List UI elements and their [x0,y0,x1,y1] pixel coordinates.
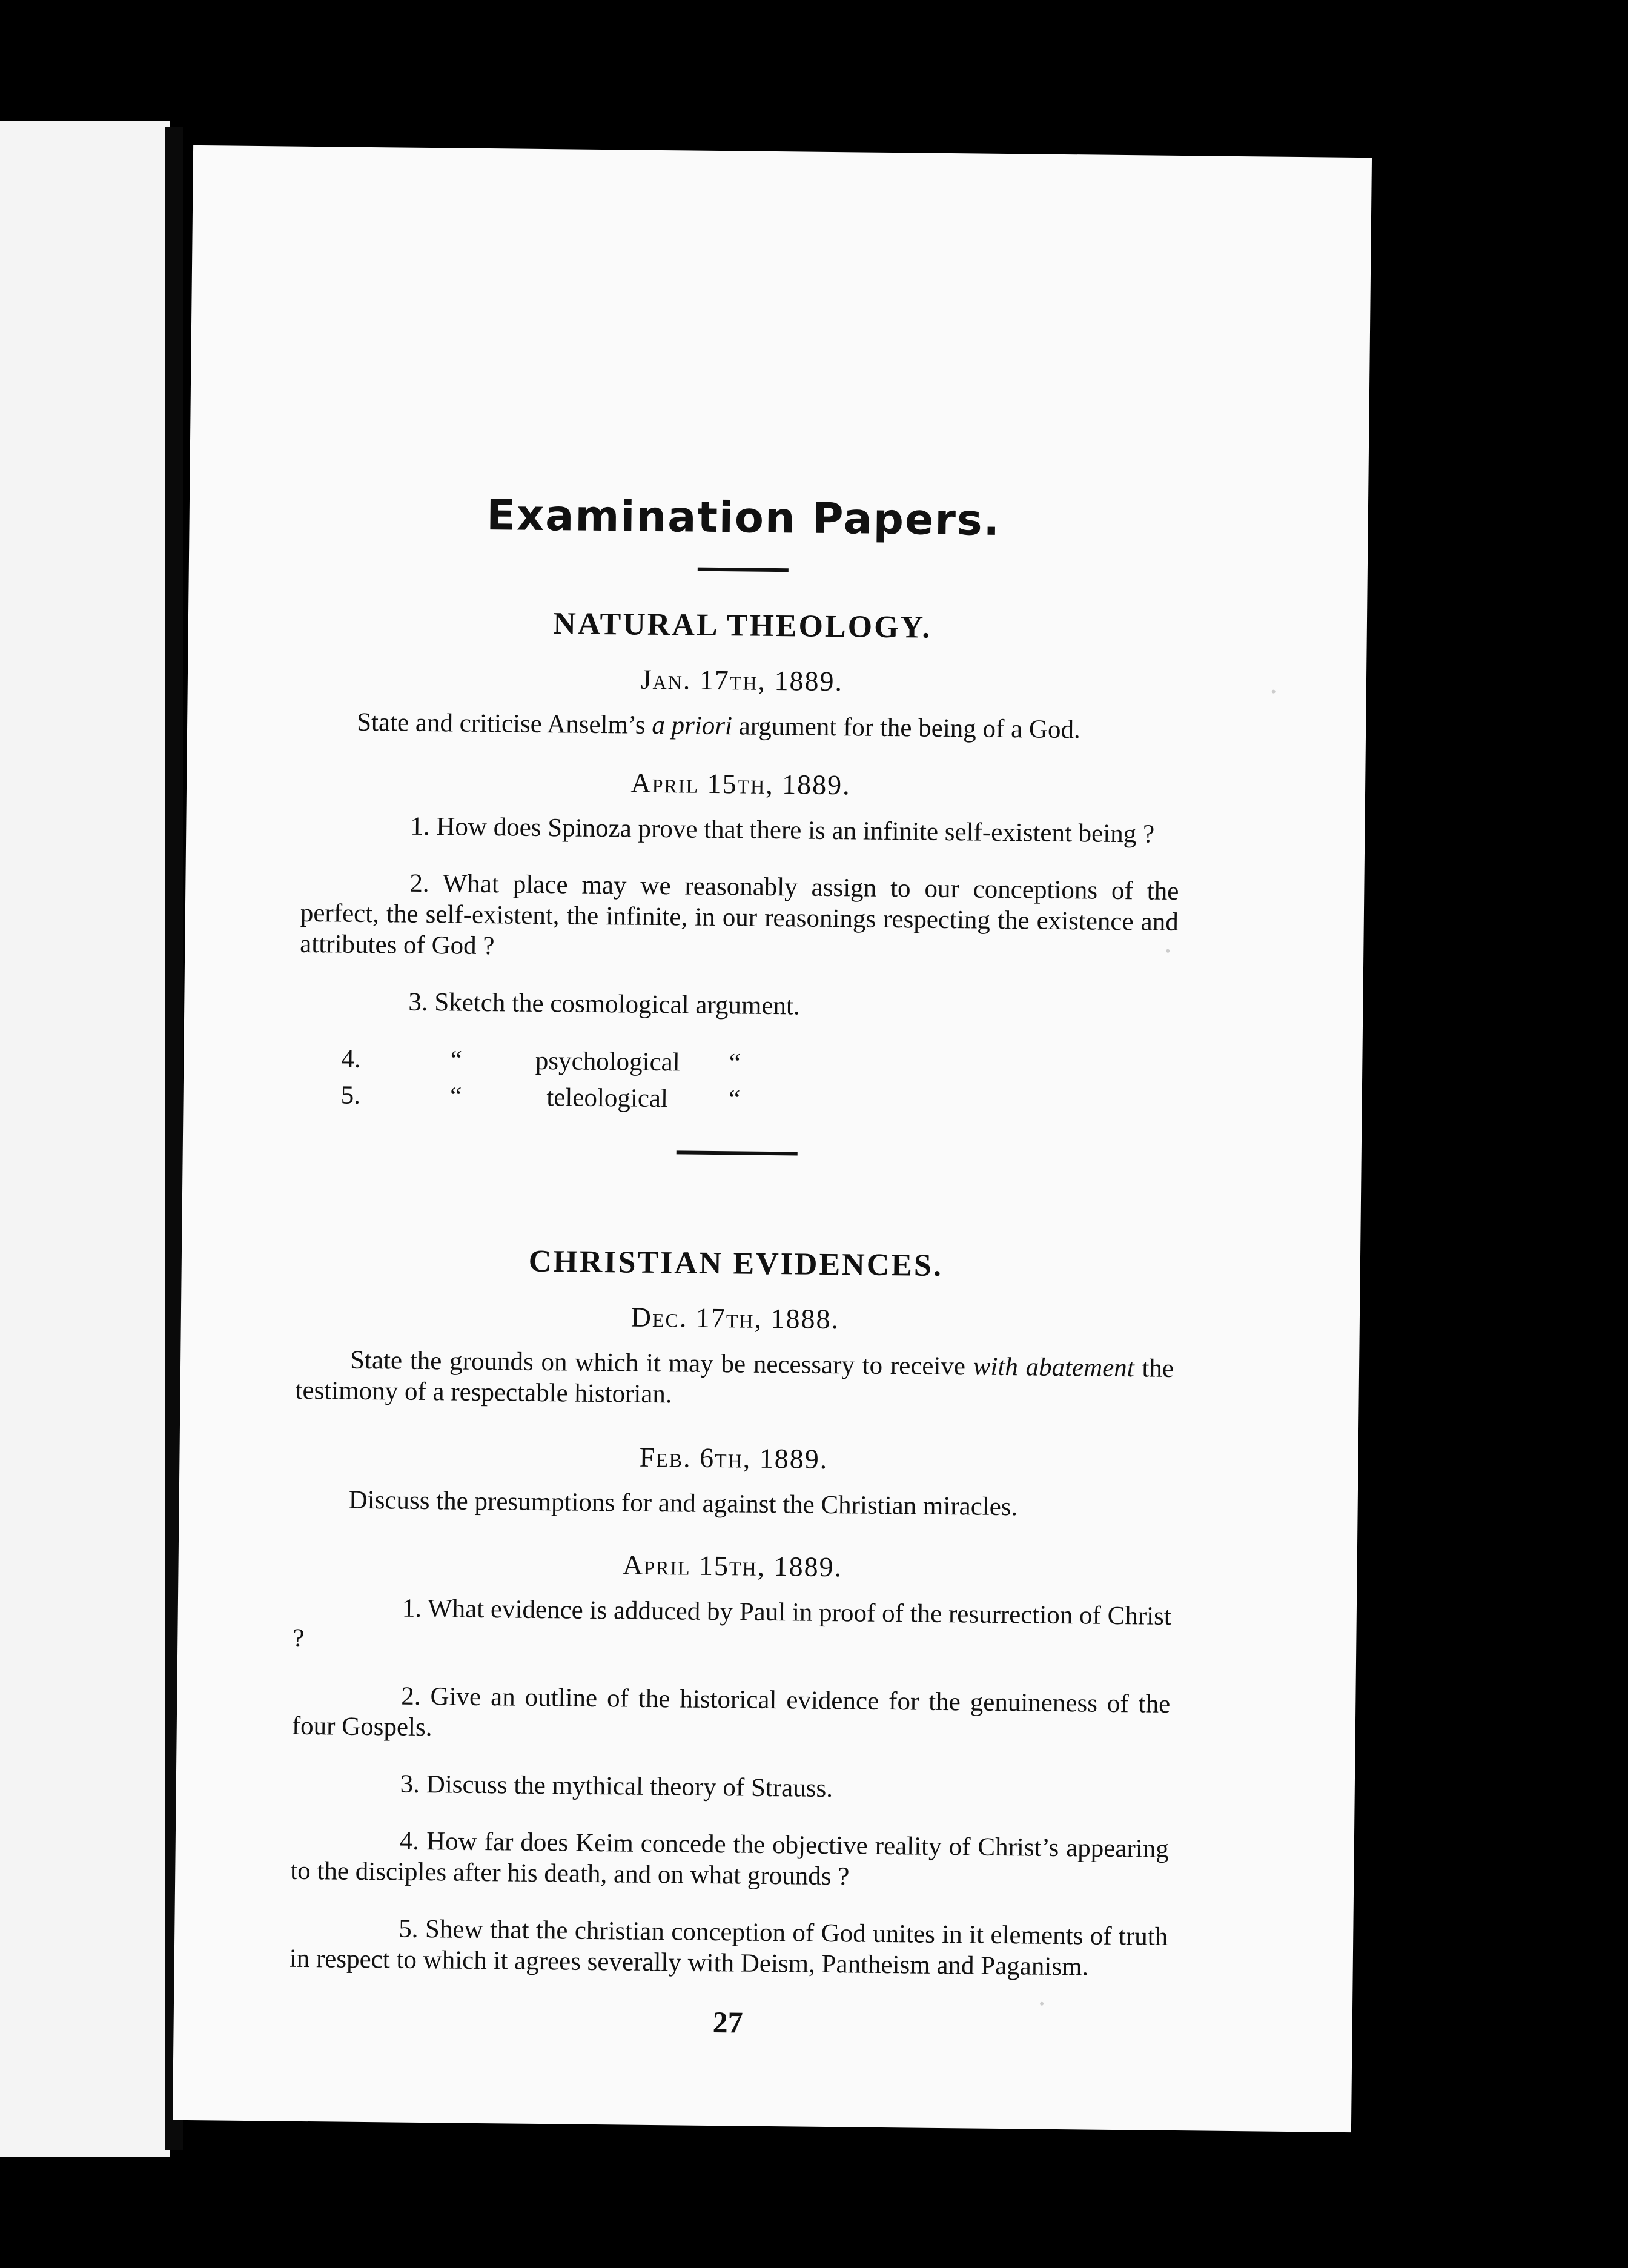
book-page [173,145,1372,2132]
question-item [298,1079,1176,1121]
question-text-italic: with abatement [973,1352,1134,1383]
exam-date: April 15th, 1889. [630,767,852,801]
ditto-mark: “ [729,1049,741,1078]
question-text-part: State and criticise Anselm’s [356,708,652,740]
question-number: 1. [410,812,430,841]
exam-date: April 15th, 1889. [622,1549,843,1583]
question-item [299,1043,1177,1084]
question-text: psychological [535,1046,680,1077]
scan-speck [1040,2002,1044,2006]
question-item [291,1768,1170,1808]
page-title: Examination Papers. [486,490,1001,545]
question-number: 2. [409,869,429,898]
question-number: 4. [341,1044,361,1073]
question-item [301,810,1179,850]
question-text-part: State the grounds on which it may be necessary to receive [349,1345,974,1381]
question-list [290,1592,1172,1983]
question-text: What place may we reasonably assign to our conceptions of the perfect, the self-existent, the infinite, in our reasonings respecting the existence and attributes of God ? [300,869,1179,961]
question-item [293,1592,1171,1663]
exam-date: Feb. 6th, 1889. [639,1441,829,1474]
question-text [295,1344,1174,1415]
question-text: Give an outline of the historical evidence for the genuineness of the four Gospels. [291,1682,1171,1742]
question-number: 1. [402,1594,422,1623]
title-rule [698,568,789,572]
question-item [300,867,1179,969]
page-number: 27 [712,2005,744,2040]
question-item [290,1825,1169,1895]
exam-date: Jan. 17th, 1889. [640,663,844,697]
question-text: teleological [546,1083,669,1113]
facing-page-edge [0,121,170,2157]
exam-date: Dec. 17th, 1888. [630,1301,840,1335]
question-number: 5. [340,1081,361,1110]
ditto-mark: “ [449,1082,462,1111]
question-item [292,1680,1171,1751]
question-text: Shew that the christian conception of God unites in it elements of truth in respect to which it agrees severally with Deism, Pantheism and Paganism. [289,1915,1168,1981]
question-text: What evidence is adduced by Paul in proof of the resurrection of Christ ? [293,1594,1172,1653]
scan-speck [1166,949,1170,953]
question-number: 3. [400,1769,420,1799]
question-text-italic: a priori [652,711,733,741]
question-text [302,706,1180,746]
ditto-mark: “ [728,1085,741,1114]
scan-speck [1272,690,1276,694]
question-text: How does Spinoza prove that there is an infinite self-existent being ? [436,812,1155,849]
ditto-mark: “ [450,1046,463,1075]
question-text-part: argument for the being of a God. [732,712,1081,744]
question-text: Discuss the mythical theory of Strauss. [426,1770,833,1803]
question-text: How far does Keim concede the objective reality of Christ’s appearing to the disciples after his death, and on what grounds ? [290,1827,1170,1891]
question-number: 4. [399,1826,420,1855]
question-list [298,810,1179,1121]
question-text-part: the testimony of a respectable historian. [295,1354,1174,1409]
section-title-christian-evidences: CHRISTIAN EVIDENCES. [528,1244,944,1283]
page-content [288,486,1183,2044]
question-number: 3. [408,987,428,1017]
question-number: 2. [401,1682,421,1711]
question-item [299,986,1177,1026]
question-text: Sketch the cosmological argument. [434,988,800,1021]
question-item [290,1912,1168,1983]
section-title-natural-theology: NATURAL THEOLOGY. [553,606,932,645]
section-rule [677,1150,798,1155]
question-text: Discuss the presumptions for and against the Christian miracles. [348,1485,1018,1522]
question-number: 5. [399,1914,419,1943]
